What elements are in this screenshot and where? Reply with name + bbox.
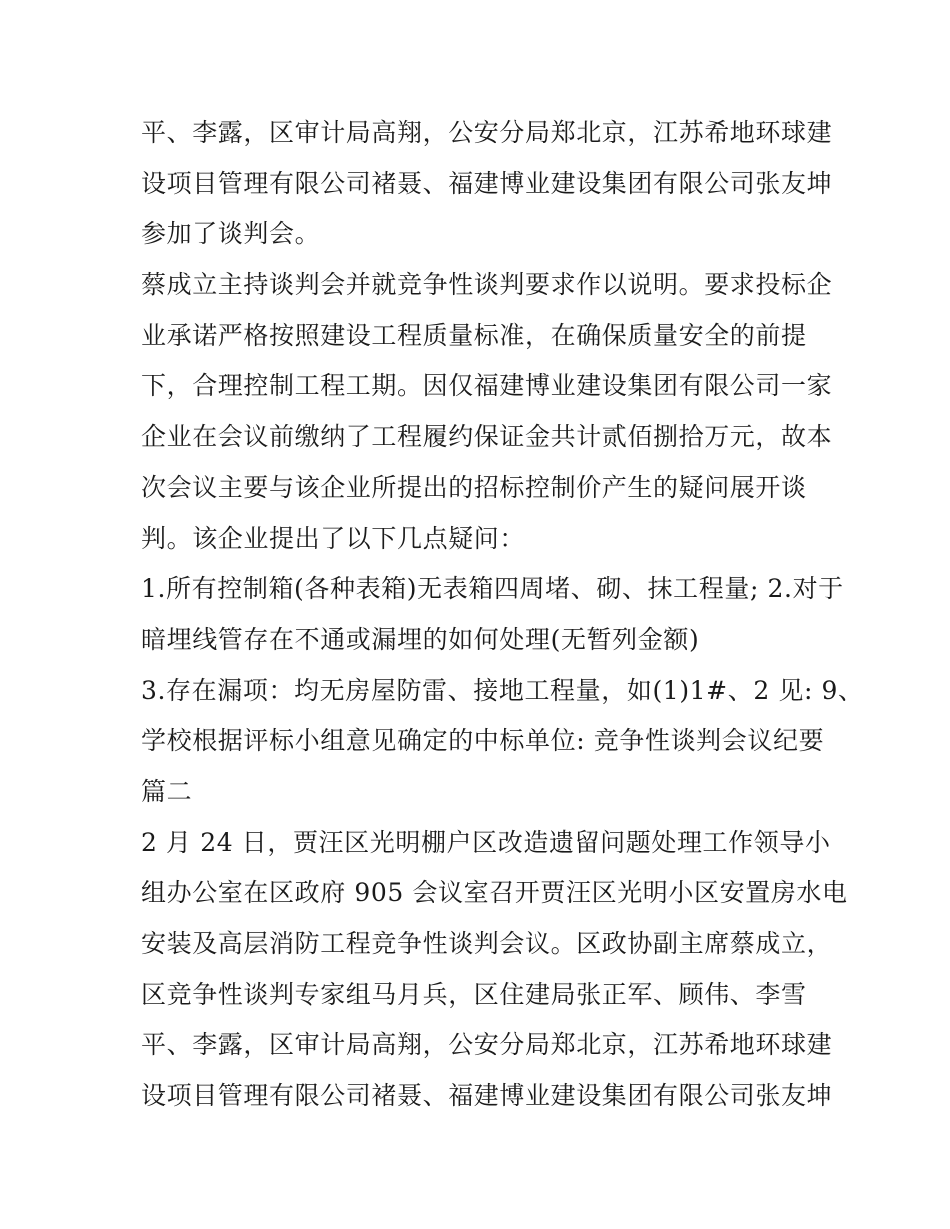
text-line: 组办公室在区政府 905 会议室召开贾汪区光明小区安置房水电 xyxy=(141,878,848,908)
text-line: 3.存在漏项：均无房屋防雷、接地工程量，如(1)1#、2 见: 9、 xyxy=(141,675,864,705)
text-line: 暗埋线管存在不通或漏埋的如何处理(无暂列金额) xyxy=(141,624,700,654)
text-line: 参加了谈判会。 xyxy=(141,219,321,249)
text-line: 判。该企业提出了以下几点疑问： xyxy=(141,523,526,553)
text-line: 2 月 24 日，贾汪区光明棚户区改造遗留问题处理工作领导小 xyxy=(141,827,831,857)
text-line: 学校根据评标小组意见确定的中标单位: 竞争性谈判会议纪要 xyxy=(141,726,825,756)
text-line: 企业在会议前缴纳了工程履约保证金共计贰佰捌拾万元，故本 xyxy=(141,422,833,452)
text-line: 次会议主要与该企业所提出的招标控制价产生的疑问展开谈 xyxy=(141,472,807,502)
text-line: 区竞争性谈判专家组马月兵，区住建局张正军、顾伟、李雪 xyxy=(141,979,807,1009)
text-line: 平、李露，区审计局高翔，公安分局郑北京，江苏希地环球建 xyxy=(141,1030,833,1060)
document-body xyxy=(141,108,864,1122)
text-line: 设项目管理有限公司褚聂、福建博业建设集团有限公司张友坤 xyxy=(141,1081,833,1111)
text-line: 蔡成立主持谈判会并就竞争性谈判要求作以说明。要求投标企 xyxy=(141,270,833,300)
section-heading: 篇二 xyxy=(141,776,193,806)
text-line: 1.所有控制箱(各种表箱)无表箱四周堵、砌、抹工程量; 2.对于 xyxy=(141,574,844,604)
text-line: 下，合理控制工程工期。因仅福建博业建设集团有限公司一家 xyxy=(141,371,833,401)
text-line: 业承诺严格按照建设工程质量标准，在确保质量安全的前提 xyxy=(141,320,807,350)
text-line: 设项目管理有限公司褚聂、福建博业建设集团有限公司张友坤 xyxy=(141,168,833,198)
text-line: 平、李露，区审计局高翔，公安分局郑北京，江苏希地环球建 xyxy=(141,118,833,147)
text-line: 安装及高层消防工程竞争性谈判会议。区政协副主席蔡成立， xyxy=(141,929,833,958)
